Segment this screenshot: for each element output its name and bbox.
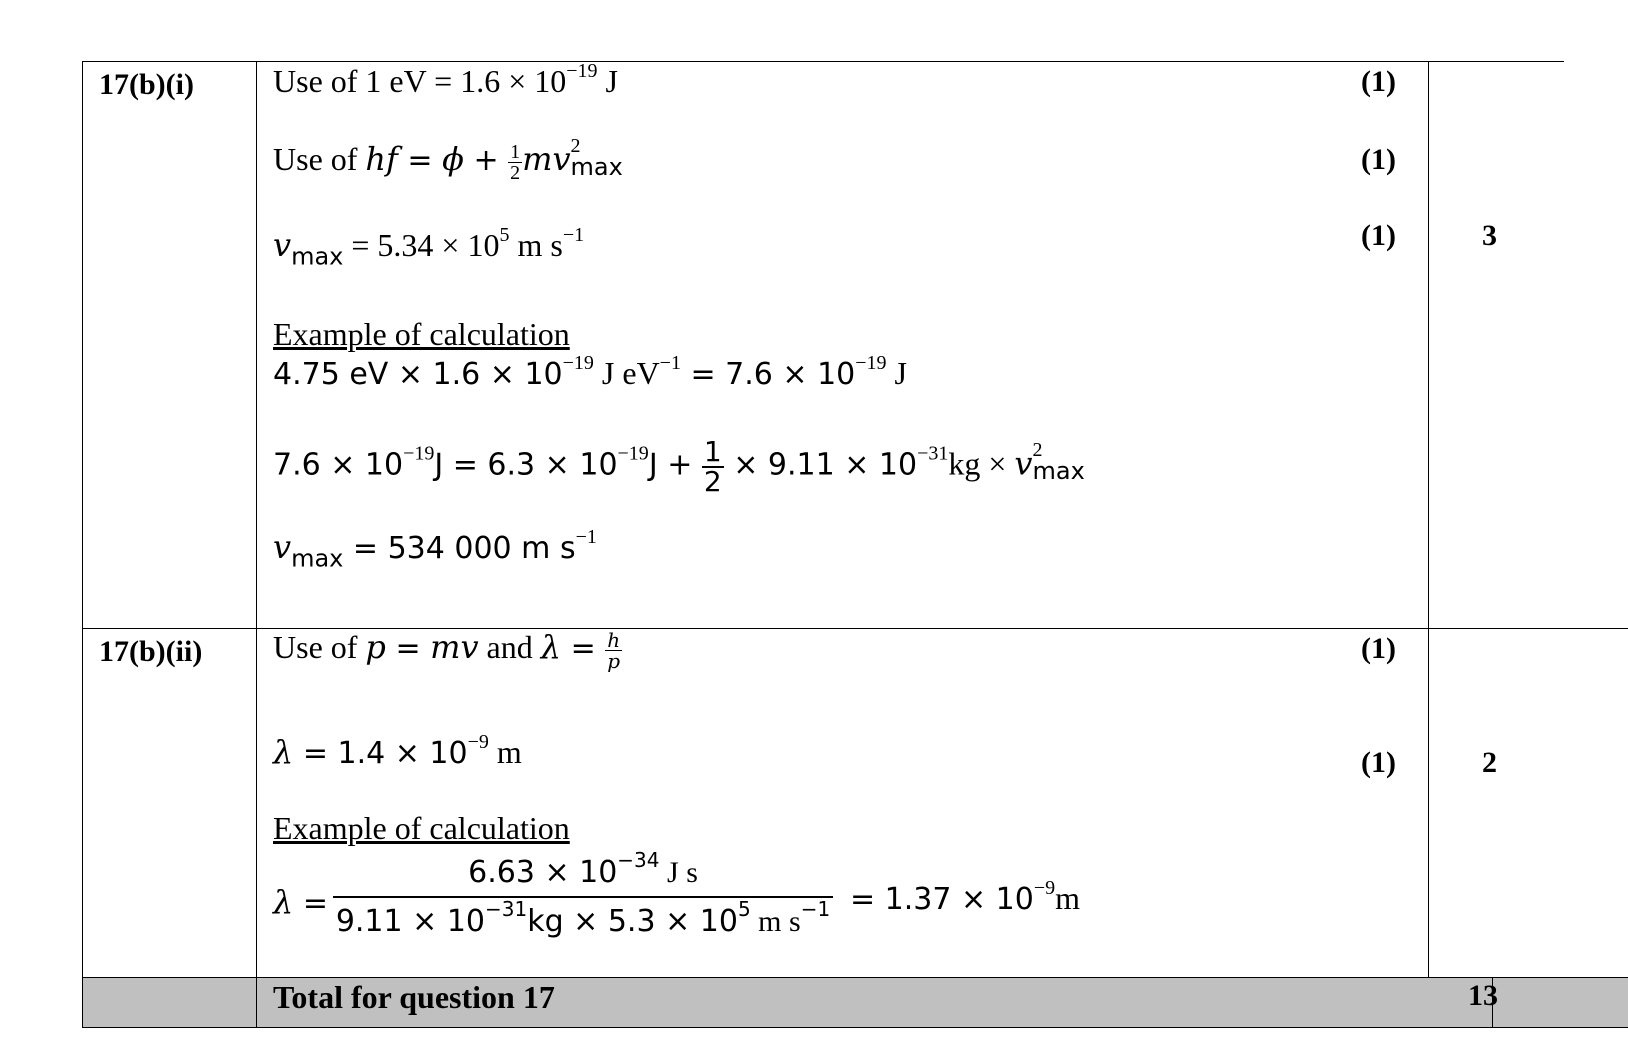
answer-text: J [597, 63, 618, 99]
fraction-numerator [333, 848, 833, 898]
calc-text: 7.6 × 10 [273, 447, 404, 483]
answer-text: Use of [273, 629, 366, 665]
exponent: −19 [566, 60, 598, 82]
question-number: 17(b)(i) [99, 68, 194, 101]
calc-text: J + [648, 447, 702, 483]
exponent: −1 [575, 526, 597, 548]
answer-text: = 1.4 × 10 [293, 736, 468, 771]
total-mark-cell [1493, 629, 1628, 978]
exponent: −9 [1033, 877, 1056, 899]
calculation-line: $7.6 \times 10^{-19}J = 6.3 \times 10^{-19}J$ + $\frac{1}{2}$ × $9.11 \times 10^{-31}kg \times v^2\max$ [273, 435, 1085, 498]
calc-text: × 9.11 × 10 [723, 447, 918, 483]
question-number: 17(b)(ii) [99, 635, 203, 668]
calc-text: = 1.37 × 10 [850, 882, 1034, 917]
answer-line-3: $v_{max} = 5.34 \times 10^5$ m $s^{-1}$ [273, 224, 585, 271]
exponent: −31 [917, 442, 949, 465]
total-value: 13 [1468, 979, 1498, 1012]
fraction-denominator [333, 898, 833, 939]
answer-text: m s [509, 227, 563, 263]
calculation-line [273, 352, 907, 392]
exponent: −19 [617, 442, 649, 465]
equation: hf [365, 140, 398, 178]
answer-text: Use of 1 eV = 1.6 × 10 [273, 63, 567, 99]
calc-text: J [886, 355, 907, 391]
row-total-mark: 2 [1482, 746, 1497, 779]
exponent: −34 [617, 848, 660, 872]
calc-text: J s [659, 856, 698, 889]
mark: (1) [1361, 219, 1396, 252]
fraction-denominator: 2 [703, 465, 722, 498]
answer-text: m [488, 734, 522, 770]
fraction [702, 435, 724, 498]
calc-text: 9.11 × 10 [335, 904, 485, 939]
calc-text: = 7.6 × 10 [680, 357, 856, 392]
answer-text: and [478, 629, 541, 665]
total-value-cell [1493, 978, 1628, 1028]
calc-text: m [1055, 880, 1081, 916]
wavelength-fraction [333, 848, 833, 939]
fraction: $\frac{h}{p}$ [607, 628, 621, 674]
answer-line-1 [273, 60, 618, 100]
mark: (1) [1361, 143, 1396, 176]
answer-line-1: Use of p = mv and λ = $\frac{h}{p}$ [273, 628, 621, 674]
calc-text: J = 6.3 × 10 [434, 447, 618, 483]
answer-line-2: Use of hf = ϕ + $\frac{1}{2}$ $mv^2\max$ [273, 135, 623, 185]
total-row-blank-cell [83, 978, 257, 1028]
example-heading: Example of calculation [273, 316, 570, 352]
calc-text: m s [750, 905, 801, 938]
exponent: −9 [467, 731, 489, 753]
calculation-result [850, 877, 1081, 917]
question-number-cell [83, 629, 257, 978]
mark: (1) [1361, 746, 1396, 779]
calc-text: kg × 5.3 × 10 [527, 904, 738, 939]
mark-cell [1429, 629, 1493, 978]
calc-text: 4.75 eV × 1.6 × 10 [273, 357, 563, 392]
exponent: −19 [855, 352, 887, 374]
exponent: −1 [800, 897, 831, 921]
exponent: −31 [485, 897, 528, 921]
question-number-cell [83, 62, 257, 629]
mark: (1) [1361, 65, 1396, 98]
fraction: $\frac{1}{2}$ [510, 141, 521, 185]
exponent: 5 [737, 897, 751, 921]
exponent: −19 [403, 442, 435, 465]
total-label: Total for question 17 [273, 979, 555, 1015]
calculation-line: $v_{max} = 534$ 000 m $s^{-1}$ [273, 526, 597, 573]
answer-text: Use of [273, 141, 366, 177]
calc-text: 6.63 × 10 [468, 855, 618, 890]
answer-text: = 5.34 × 10 [343, 227, 500, 263]
total-mark-cell [1493, 62, 1628, 629]
exponent: −19 [562, 352, 594, 374]
example-heading: Example of calculation [273, 810, 570, 846]
row-total-mark: 3 [1482, 219, 1497, 252]
calc-text: = 534 000 m s [343, 531, 576, 566]
answer-line-2: $\lambda = 1.4 \times 10^{-9}$ m [273, 731, 522, 771]
exponent: −1 [562, 224, 585, 246]
exponent: −1 [659, 352, 681, 374]
mark: (1) [1361, 632, 1396, 665]
fraction-numerator: 1 [703, 435, 722, 468]
mark-cell [1429, 62, 1493, 629]
calc-text: kg × [948, 445, 1015, 482]
calc-text: J eV [593, 355, 660, 391]
lambda-symbol: λ = [273, 883, 328, 921]
exponent: 5 [499, 224, 510, 246]
